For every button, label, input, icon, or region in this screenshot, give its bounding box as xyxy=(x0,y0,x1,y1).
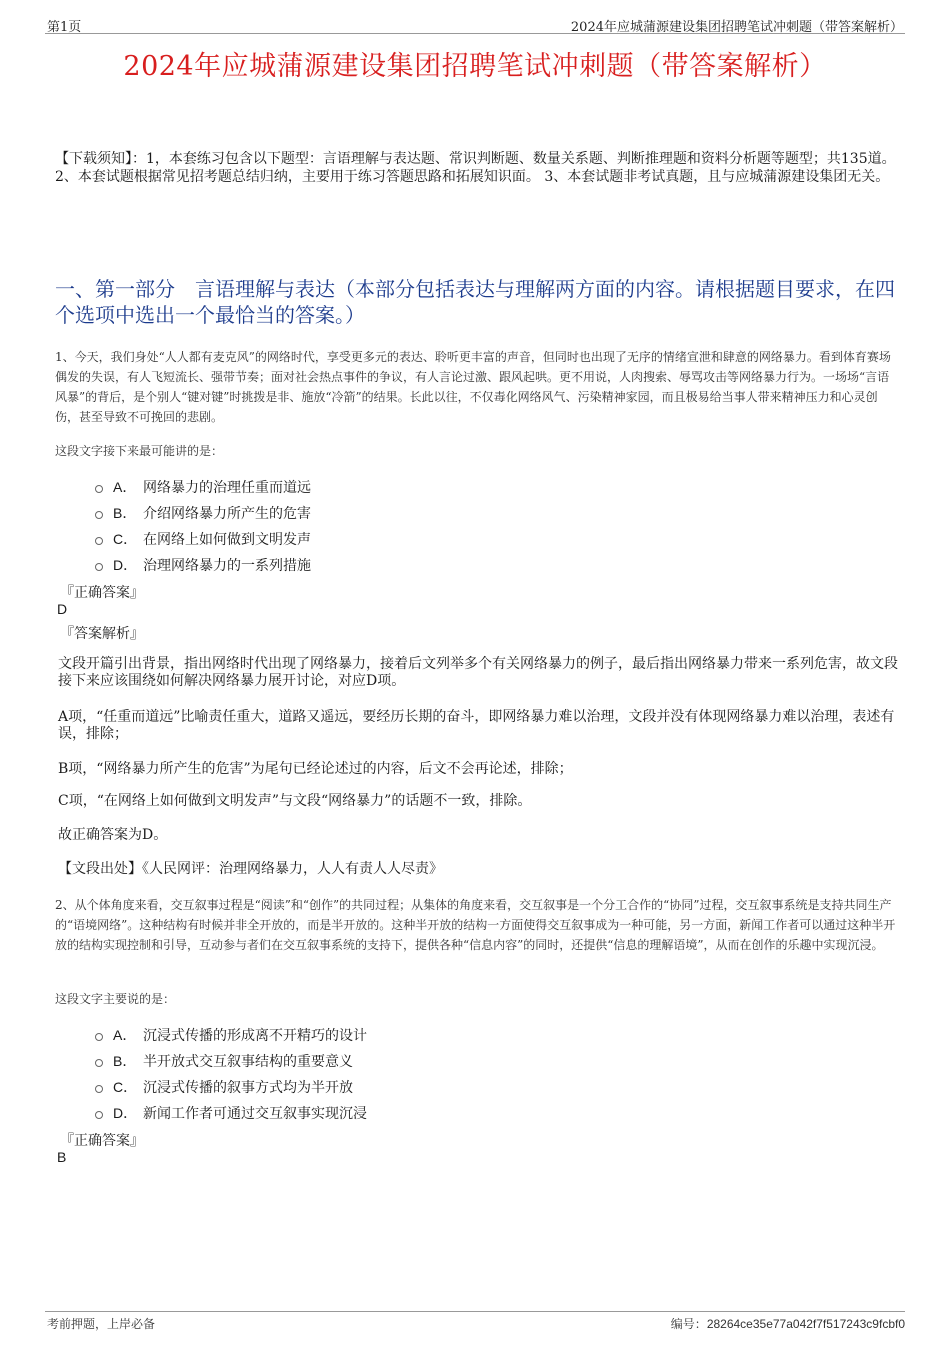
analysis-paragraph: 文段开篇引出背景，指出网络时代出现了网络暴力，接着后文列举多个有关网络暴力的例子，最后指出网络暴力带来一系列危害，故文段接下来应该围绕如何解决网络暴力展开讨论，对应D项。 xyxy=(58,656,898,689)
header-divider xyxy=(45,33,905,34)
option-text: 网络暴力的治理任重而道远 xyxy=(143,480,311,496)
correct-answer: B xyxy=(57,1149,67,1165)
page-number: 第1页 xyxy=(47,20,82,35)
analysis-label: 『答案解析』 xyxy=(60,626,144,642)
question-2-prompt: 这段文字主要说的是： xyxy=(55,992,176,1006)
option-letter: A． xyxy=(113,1027,137,1043)
option-text: 沉浸式传播的叙事方式均为半开放 xyxy=(143,1080,353,1096)
footer-divider xyxy=(45,1311,905,1312)
option-text: 在网络上如何做到文明发声 xyxy=(143,532,311,548)
analysis-conclusion: 故正确答案为D。 xyxy=(58,827,168,843)
question-1-text: 1、今天，我们身处“人人都有麦克风”的网络时代，享受更多元的表达、聆听更丰富的声音，但同时也出现了无序的情绪宣泄和肆意的网络暴力。看到体育赛场偶发的失误，有人飞短流长、强带节奏；面对社会热点事件的争议，有人言论过激、跟风起哄。更不用说，人肉搜索、辱骂攻击等网络暴力行为。一场场“言语风暴”的背后，是个别人“键对键”时挑拨是非、施放“冷箭”的结果。长此以往，不仅毒化网络风气、污染精神家园，而且极易给当事人带来精神压力和心灵创伤，甚至导致不可挽回的悲剧。 xyxy=(55,350,891,424)
radio-icon[interactable] xyxy=(95,485,103,493)
header-doc-title: 2024年应城蒲源建设集团招聘笔试冲刺题（带答案解析） xyxy=(570,20,903,35)
correct-answer: D xyxy=(57,601,68,617)
question-1-option-c[interactable] xyxy=(95,529,311,549)
code-value: 28264ce35e77a042f7f517243c9fcbf0 xyxy=(706,1317,905,1331)
radio-icon[interactable] xyxy=(95,563,103,571)
option-letter: D． xyxy=(113,1105,138,1121)
analysis-paragraph: A项，“任重而道远”比喻责任重大，道路又遥远，要经历长期的奋斗，即网络暴力难以治理，文段并没有体现网络暴力难以治理，表述有误，排除； xyxy=(58,709,895,742)
page-title: 2024年应城蒲源建设集团招聘笔试冲刺题（带答案解析） xyxy=(123,51,827,82)
option-letter: A． xyxy=(113,479,137,495)
question-2-option-b[interactable] xyxy=(95,1051,353,1071)
radio-icon[interactable] xyxy=(95,1085,103,1093)
question-1-option-b[interactable] xyxy=(95,503,311,523)
text-source: 【文段出处】《人民网评：治理网络暴力，人人有责人人尽责》 xyxy=(58,861,443,877)
question-1-option-d[interactable] xyxy=(95,555,311,575)
question-2-text: 2、从个体角度来看，交互叙事过程是“阅读”和“创作”的共同过程；从集体的角度来看，交互叙事是一个分工合作的“协同”过程，交互叙事系统是支持共同生产的“语境网络”。这种结构有时候并非全开放的，而是半开放的。这种半开放的结构一方面使得交互叙事成为一种可能，另一方面，新闻工作者可以通过这种半开放的结构实现控制和引导，互动参与者们在交互叙事系统的支持下，提供各种“信息内容”的同时，还提供“信息的理解语境”，从而在创作的乐趣中实现沉浸。 xyxy=(55,898,896,952)
option-letter: C． xyxy=(113,531,138,547)
code-label: 编号： xyxy=(670,1317,707,1331)
document-code xyxy=(671,1315,905,1332)
correct-answer-label: 『正确答案』 xyxy=(60,585,144,601)
radio-icon[interactable] xyxy=(95,1111,103,1119)
option-letter: B． xyxy=(113,1053,137,1069)
section-title: 一、第一部分 言语理解与表达（本部分包括表达与理解两方面的内容。请根据题目要求，在四个选项中选出一个最恰当的答案。） xyxy=(55,277,895,327)
option-letter: D． xyxy=(113,557,138,573)
radio-icon[interactable] xyxy=(95,1059,103,1067)
option-text: 治理网络暴力的一系列措施 xyxy=(143,558,311,574)
option-text: 介绍网络暴力所产生的危害 xyxy=(143,506,311,522)
question-1-prompt: 这段文字接下来最可能讲的是： xyxy=(55,444,224,458)
option-letter: B． xyxy=(113,505,137,521)
footer-slogan: 考前押题，上岸必备 xyxy=(47,1317,156,1331)
option-text: 沉浸式传播的形成离不开精巧的设计 xyxy=(143,1028,367,1044)
option-text: 半开放式交互叙事结构的重要意义 xyxy=(143,1054,353,1070)
download-notice: 【下载须知】：1，本套练习包含以下题型：言语理解与表达题、常识判断题、数量关系题、判断推理题和资料分析题等题型；共135道。 2、本套试题根据常见招考题总结归纳，主要用于练习答题思路和拓展知识面。 3、本套试题非考试真题，且与应城蒲源建设集团无关。 xyxy=(55,151,896,185)
radio-icon[interactable] xyxy=(95,537,103,545)
option-letter: C． xyxy=(113,1079,138,1095)
correct-answer-label: 『正确答案』 xyxy=(60,1133,144,1149)
option-text: 新闻工作者可通过交互叙事实现沉浸 xyxy=(143,1106,367,1122)
question-2-option-d[interactable] xyxy=(95,1103,367,1123)
radio-icon[interactable] xyxy=(95,511,103,519)
question-2-option-c[interactable] xyxy=(95,1077,353,1097)
question-2-option-a[interactable] xyxy=(95,1025,367,1045)
analysis-paragraph: B项，“网络暴力所产生的危害”为尾句已经论述过的内容，后文不会再论述，排除； xyxy=(58,761,573,777)
radio-icon[interactable] xyxy=(95,1033,103,1041)
question-1-option-a[interactable] xyxy=(95,477,311,497)
analysis-paragraph: C项，“在网络上如何做到文明发声”与文段“网络暴力”的话题不一致，排除。 xyxy=(58,793,532,809)
